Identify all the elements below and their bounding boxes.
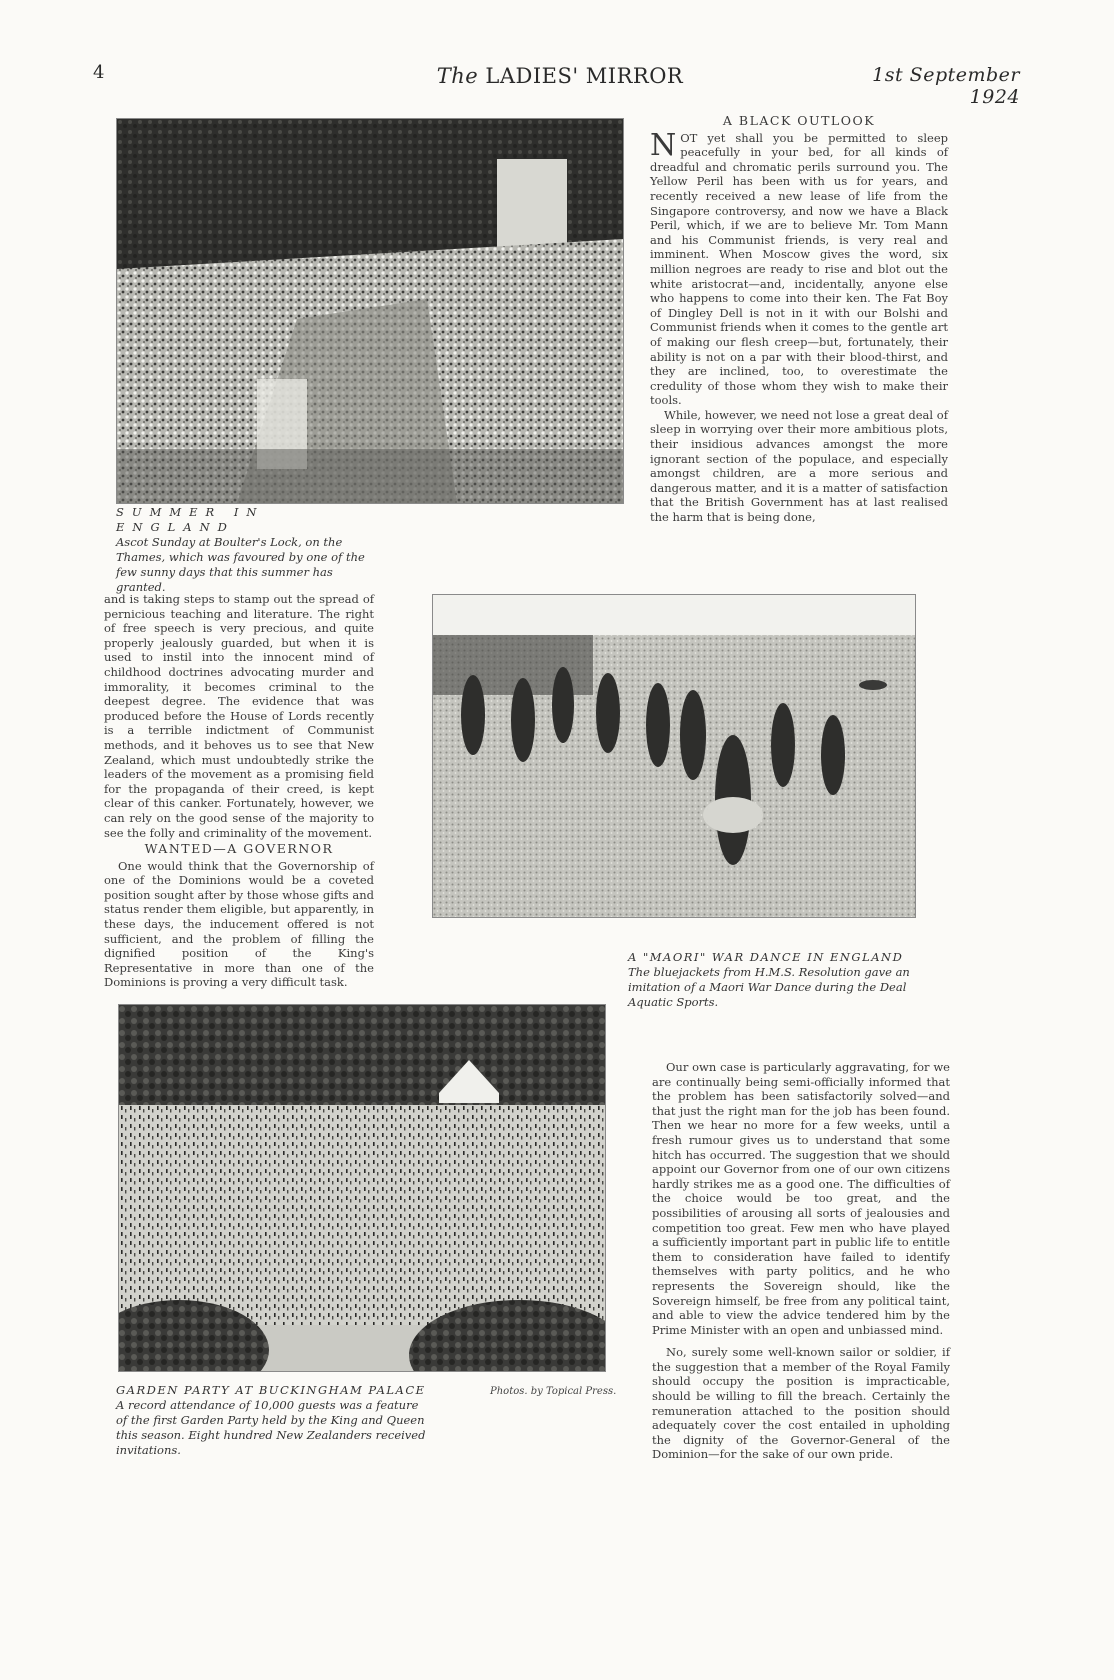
- issue-date: 1st September 1924: [872, 64, 1020, 108]
- drop-cap: N: [650, 127, 677, 163]
- magazine-title-prefix: The: [436, 64, 479, 88]
- heading-black-outlook: A BLACK OUTLOOK: [722, 113, 876, 128]
- article-column-right-top: [650, 112, 948, 525]
- summer-caption-title: SUMMER IN ENGLAND: [116, 505, 265, 534]
- maori-caption: [628, 950, 916, 1010]
- garden-photo-image: [119, 1005, 605, 1371]
- paragraph-4: One would think that the Governorship of one of the Dominions would be a coveted position sought after by those whose gifts and status render them eligible, but apparently, in these days, the inducement offered is not sufficient, and the problem of filling the dignified position of the King's Representative in more than one of the Dominions is proving a very difficult task.: [104, 858, 374, 990]
- summer-photo: [116, 118, 624, 504]
- summer-caption-text: Ascot Sunday at Boulter's Lock, on the Thames, which was favoured by one of the few sunny days that this summer has granted.: [116, 535, 365, 594]
- garden-caption-text: A record attendance of 10,000 guests was a feature of the first Garden Party held by the King and Queen this season. Eight hundred New Zealanders received invitations.: [116, 1398, 426, 1457]
- summer-caption: [116, 505, 378, 595]
- garden-photo: [118, 1004, 606, 1372]
- magazine-title: [395, 64, 725, 88]
- garden-caption: [116, 1383, 432, 1458]
- magazine-title-main: LADIES' MIRROR: [485, 64, 684, 88]
- paragraph-1: [650, 127, 948, 408]
- paragraph-5: Our own case is particularly aggravating, for we are continually being semi-officially informed that the problem has been satisfactorily solved—and that just the right man for the job has been found. Then we hear no more for a few weeks, until a fresh rumour gives us to understand that some hitch has occurred. The suggestion that we should appoint our Governor from one of our own citizens hardly strikes me as a good one. The difficulties of the choice would be too great, and the possibilities of arousing all sorts of jealousies and competition too great. Few men who have played a sufficiently important part in public life to entitle them to consideration have failed to identify themselves with party politics, and he who represents the Sovereign should, like the Sovereign himself, be free from any political taint, and able to view the advice tendered him by the Prime Minister with an open and unbiassed mind.: [652, 1060, 950, 1337]
- maori-caption-title: A "MAORI" WAR DANCE IN ENGLAND: [628, 950, 904, 964]
- maori-caption-text: The bluejackets from H.M.S. Resolution gave an imitation of a Maori War Dance during the Deal Aquatic Sports.: [628, 965, 910, 1009]
- paragraph-3: and is taking steps to stamp out the spread of pernicious teaching and literature. The right of free speech is very precious, and quite properly jealously guarded, but when it is used to instil into the innocent mind of childhood doctrines advocating murder and immorality, it becomes criminal to the deepest degree. The evidence that was produced before the House of Lords recently is a terrible indictment of Communist methods, and it behoves us to see that New Zealand, which must undoubtedly strike the leaders of the movement as a promising field for the propaganda of their creed, is kept clear of this canker. Fortunately, however, we can rely on the good sense of the majority to see the folly and criminality of the movement.: [104, 592, 374, 840]
- article-column-left-middle: [104, 592, 374, 990]
- summer-photo-image: [117, 119, 623, 503]
- maori-photo: [432, 594, 916, 918]
- paragraph-6: No, surely some well-known sailor or soldier, if the suggestion that a member of the Royal Family should occupy the position is impracticable, should be willing to fill the breach. Certainly the remuneration attached to the position should adequately cover the cost entailed in upholding the dignity of the Governor-General of the Dominion—for the sake of our own pride.: [652, 1345, 950, 1462]
- paragraph-2: While, however, we need not lose a great deal of sleep in worrying over their more ambitious plots, their insidious advances amongst the more ignorant section of the populace, and especially amongst children, are a more serious and dangerous matter, and it is a matter of satisfaction that the British Government has at last realised the harm that is being done,: [650, 407, 948, 525]
- article-column-right-bottom: [652, 1060, 950, 1462]
- paragraph-1-text: OT yet shall you be permitted to sleep peacefully in your bed, for all kinds of dreadful and chromatic perils surround you. The Yellow Peril has been with us for years, and recently received a new lease of life from the Singapore controversy, and now we have a Black Peril, which, if we are to believe Mr. Tom Mann and his Communist friends, is very real and imminent. When Moscow gives the word, six million negroes are ready to rise and blot out the white aristocrat—and, incidentally, anyone else who happens to come into their ken. The Fat Boy of Dingley Dell is not in it with our Bolshi and Communist friends when it comes to the gentle art of making our flesh creep—but, fortunately, their ability is not on a par with their blood-thirst, and they are inclined, too, to overestimate the credulity of those whom they wish to make their tools.: [650, 130, 948, 408]
- heading-wanted-governor: WANTED—A GOVERNOR: [144, 841, 334, 857]
- garden-caption-title: GARDEN PARTY AT BUCKINGHAM PALACE: [116, 1383, 426, 1397]
- page-number: 4: [93, 62, 105, 83]
- maori-photo-image: [433, 595, 915, 917]
- photo-credit: Photos. by Topical Press.: [490, 1386, 617, 1397]
